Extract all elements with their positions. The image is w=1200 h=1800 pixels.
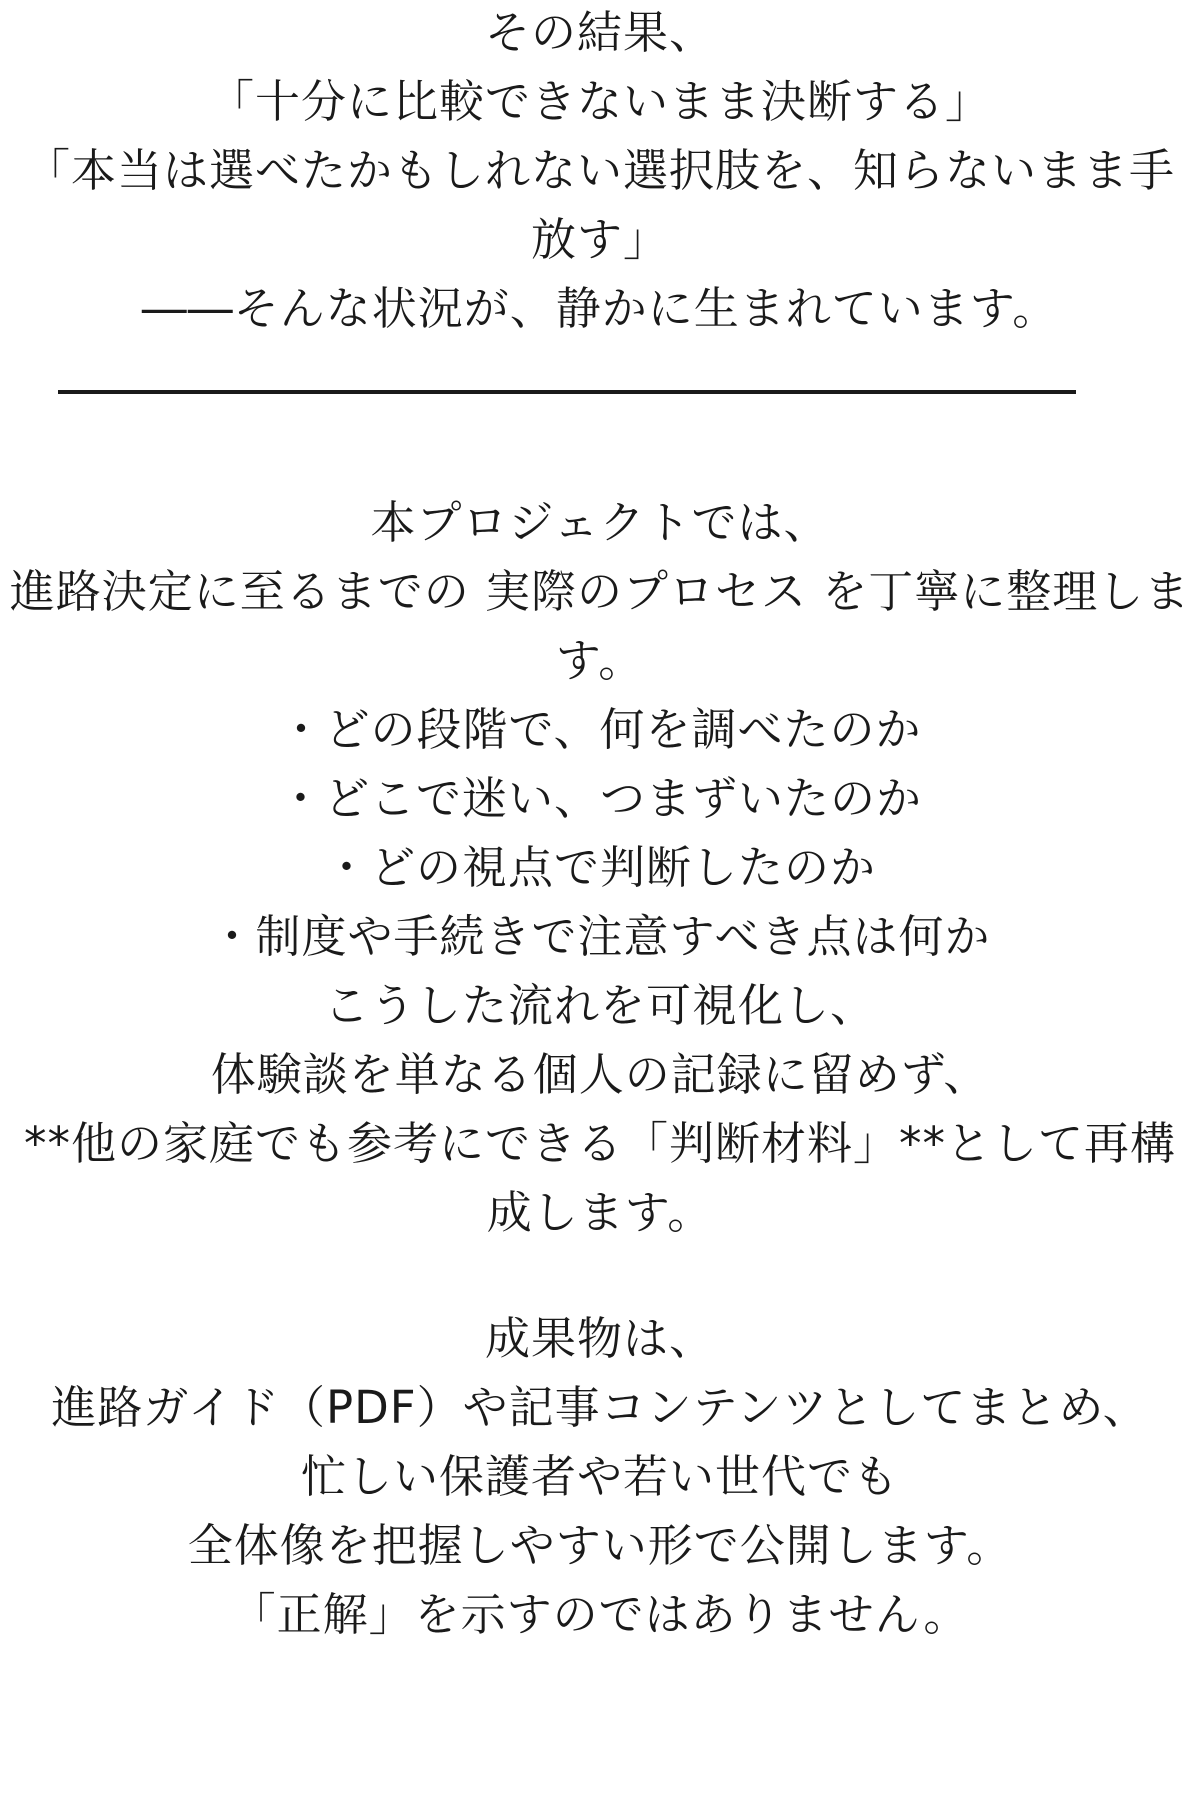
project-list-item: ・どの視点で判断したのか xyxy=(323,841,876,894)
project-line: 本プロジェクトでは、 xyxy=(370,496,830,549)
intro-section xyxy=(0,0,1200,343)
project-line: 進路決定に至るまでの 実際のプロセス を丁寧に整理します。 xyxy=(9,565,1191,687)
project-section xyxy=(0,488,1200,1247)
outcome-line: 成果物は、 xyxy=(484,1312,715,1365)
outcome-line: 「正解」を示すのではありません。 xyxy=(230,1588,970,1641)
outcome-line: 全体像を把握しやすい形で公開します。 xyxy=(187,1519,1013,1572)
project-list-item: ・制度や手続きで注意すべき点は何か xyxy=(209,910,991,963)
outcome-line: 忙しい保護者や若い世代でも xyxy=(300,1450,899,1503)
project-line: こうした流れを可視化し、 xyxy=(323,979,876,1032)
intro-line: 「本当は選べたかもしれない選択肢を、知らないまま手放す」 xyxy=(24,144,1175,266)
section-divider xyxy=(58,390,1076,394)
intro-line: その結果、 xyxy=(484,6,715,59)
project-line: **他の家庭でも参考にできる「判断材料」**として再構成します。 xyxy=(23,1117,1176,1239)
project-list-item: ・どこで迷い、つまずいたのか xyxy=(277,772,922,825)
outcome-line: 進路ガイド（PDF）や記事コンテンツとしてまとめ、 xyxy=(51,1381,1149,1434)
project-line: 体験談を単なる個人の記録に留めず、 xyxy=(210,1048,990,1101)
intro-line: ――そんな状況が、静かに生まれています。 xyxy=(141,282,1059,335)
outcome-section xyxy=(0,1304,1200,1649)
intro-line: 「十分に比較できないまま決断する」 xyxy=(208,75,991,128)
project-list-item: ・どの段階で、何を調べたのか xyxy=(278,703,922,756)
